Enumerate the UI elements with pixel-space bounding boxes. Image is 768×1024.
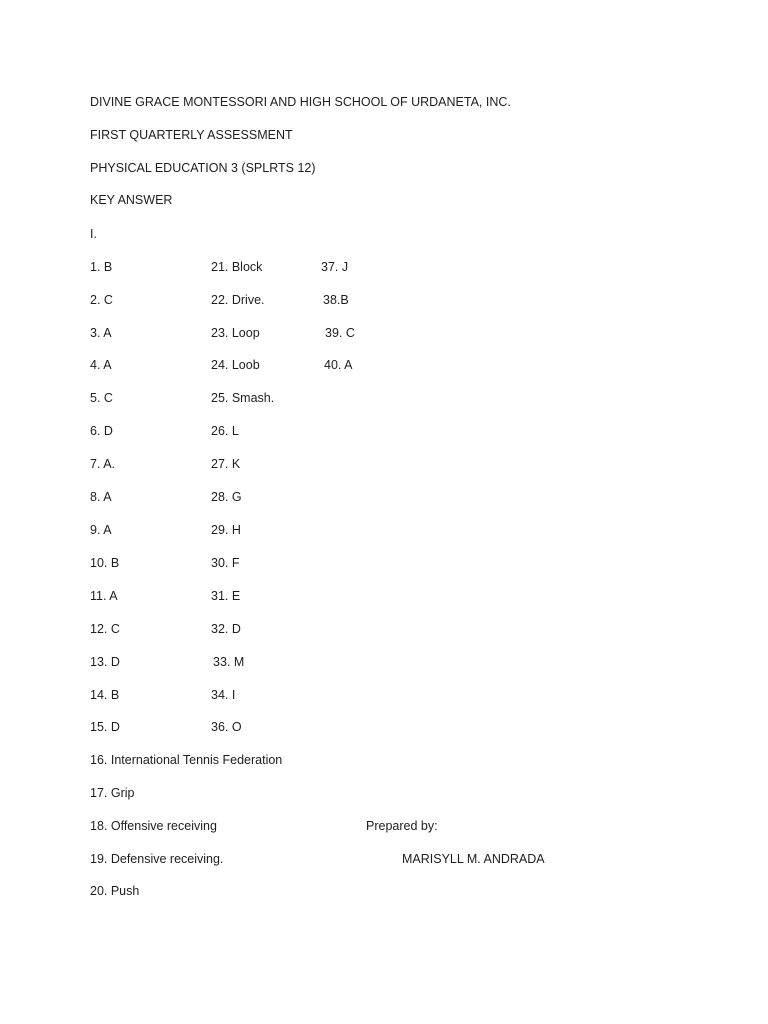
- part-label: I.: [90, 227, 97, 241]
- answer-item: 17. Grip: [90, 786, 135, 800]
- answer-item: 9. A: [90, 523, 112, 537]
- answer-item: 11. A: [90, 589, 118, 603]
- answer-item: 26. L: [211, 424, 239, 438]
- answer-item: 30. F: [211, 556, 240, 570]
- answer-item: 20. Push: [90, 884, 140, 898]
- answer-item: 19. Defensive receiving.: [90, 852, 224, 866]
- answer-item: 37. J: [321, 260, 349, 274]
- subject-title: PHYSICAL EDUCATION 3 (SPLRTS 12): [90, 161, 316, 175]
- answer-item: 31. E: [211, 589, 241, 603]
- key-answer-heading: KEY ANSWER: [90, 193, 173, 207]
- assessment-title: FIRST QUARTERLY ASSESSMENT: [90, 128, 293, 142]
- answer-item: 10. B: [90, 556, 120, 570]
- answer-item: 14. B: [90, 688, 120, 702]
- answer-item: 4. A: [90, 358, 112, 372]
- answer-item: 1. B: [90, 260, 113, 274]
- answer-item: 34. I: [211, 688, 236, 702]
- answer-item: 12. C: [90, 622, 120, 636]
- answer-item: 2. C: [90, 293, 113, 307]
- answer-item: 36. O: [211, 720, 242, 734]
- answer-item: 39. C: [325, 326, 355, 340]
- answer-item: 15. D: [90, 720, 120, 734]
- answer-item: 23. Loop: [211, 326, 260, 340]
- answer-item: 6. D: [90, 424, 113, 438]
- preparer-name: MARISYLL M. ANDRADA: [402, 852, 545, 866]
- answer-item: 29. H: [211, 523, 241, 537]
- answer-item: 7. A.: [90, 457, 116, 471]
- answer-item: 21. Block: [211, 260, 263, 274]
- answer-item: 16. International Tennis Federation: [90, 753, 283, 767]
- answer-item: 24. Loob: [211, 358, 260, 372]
- answer-item: 5. C: [90, 391, 113, 405]
- answer-item: 25. Smash.: [211, 391, 275, 405]
- answer-item: 22. Drive.: [211, 293, 265, 307]
- answer-item: 3. A: [90, 326, 112, 340]
- answer-item: 13. D: [90, 655, 120, 669]
- answer-item: 38.B: [323, 293, 349, 307]
- answer-item: 28. G: [211, 490, 242, 504]
- answer-item: 18. Offensive receiving: [90, 819, 217, 833]
- answer-item: 32. D: [211, 622, 241, 636]
- answer-item: 27. K: [211, 457, 241, 471]
- answer-item: 40. A: [324, 358, 353, 372]
- answer-item: 33. M: [213, 655, 245, 669]
- answer-item: 8. A: [90, 490, 112, 504]
- prepared-by-label: Prepared by:: [366, 819, 438, 833]
- school-name: DIVINE GRACE MONTESSORI AND HIGH SCHOOL OF URDANETA, INC.: [90, 95, 511, 109]
